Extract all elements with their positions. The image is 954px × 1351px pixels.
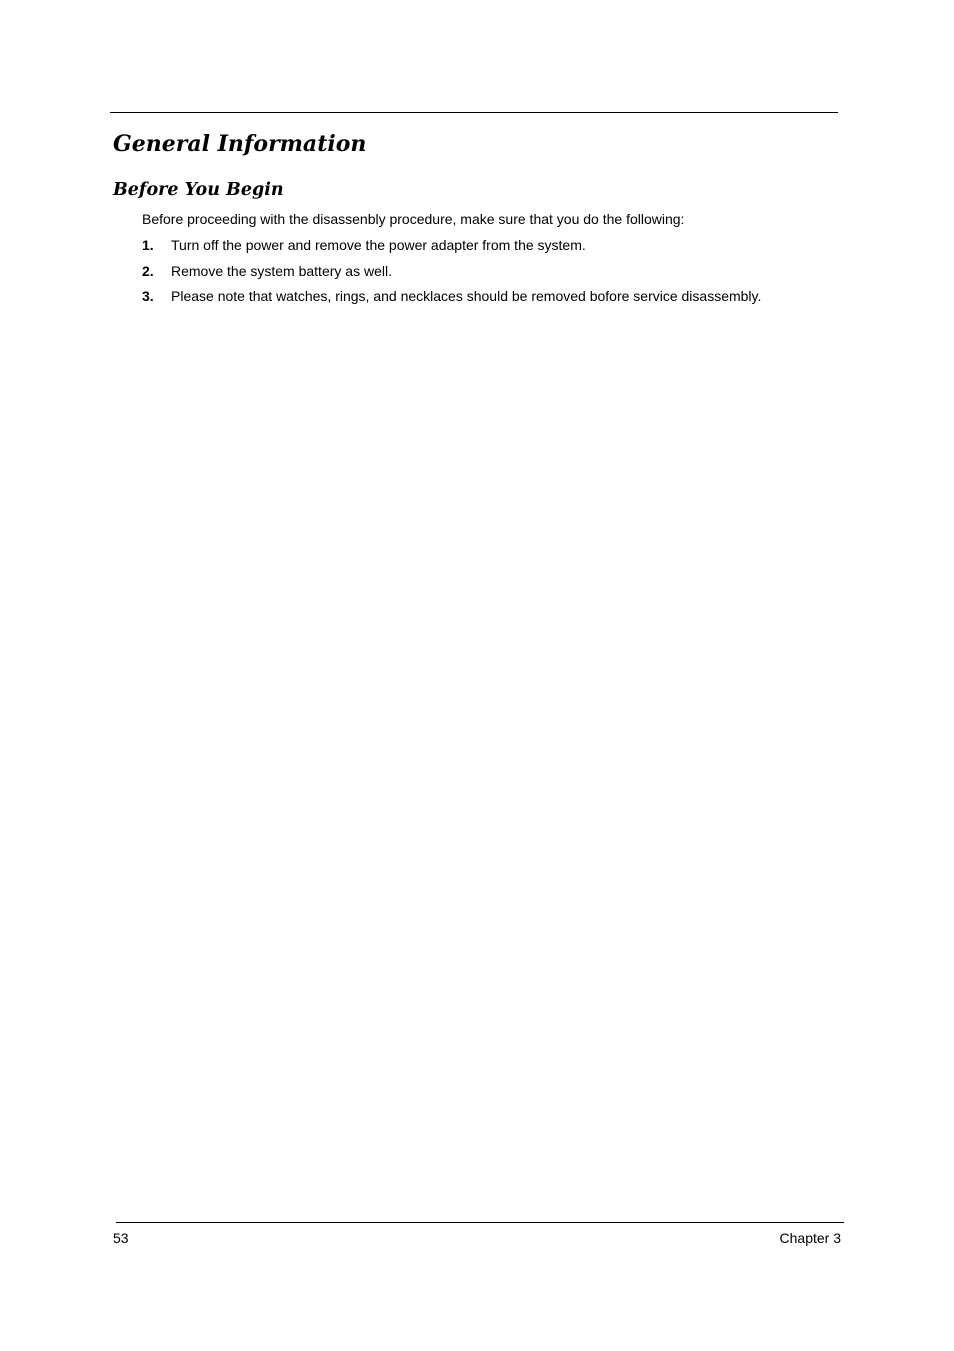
step-text: Turn off the power and remove the power adapter from the system. xyxy=(171,237,586,253)
step-text: Remove the system battery as well. xyxy=(171,262,392,279)
header-rule xyxy=(110,112,838,113)
step-number: 1. xyxy=(142,237,154,253)
section-subtitle: Before You Begin xyxy=(113,180,284,200)
step-number: 3. xyxy=(142,288,154,304)
chapter-label: Chapter 3 xyxy=(779,1230,841,1246)
footer-rule xyxy=(116,1222,844,1223)
page-title: General Information xyxy=(113,131,367,157)
page-number: 53 xyxy=(113,1230,129,1246)
step-number: 2. xyxy=(142,262,154,279)
intro-paragraph: Before proceeding with the disassenbly procedure, make sure that you do the following: xyxy=(142,211,685,227)
step-text: Please note that watches, rings, and necklaces should be removed bofore service disassembly. xyxy=(171,288,762,304)
